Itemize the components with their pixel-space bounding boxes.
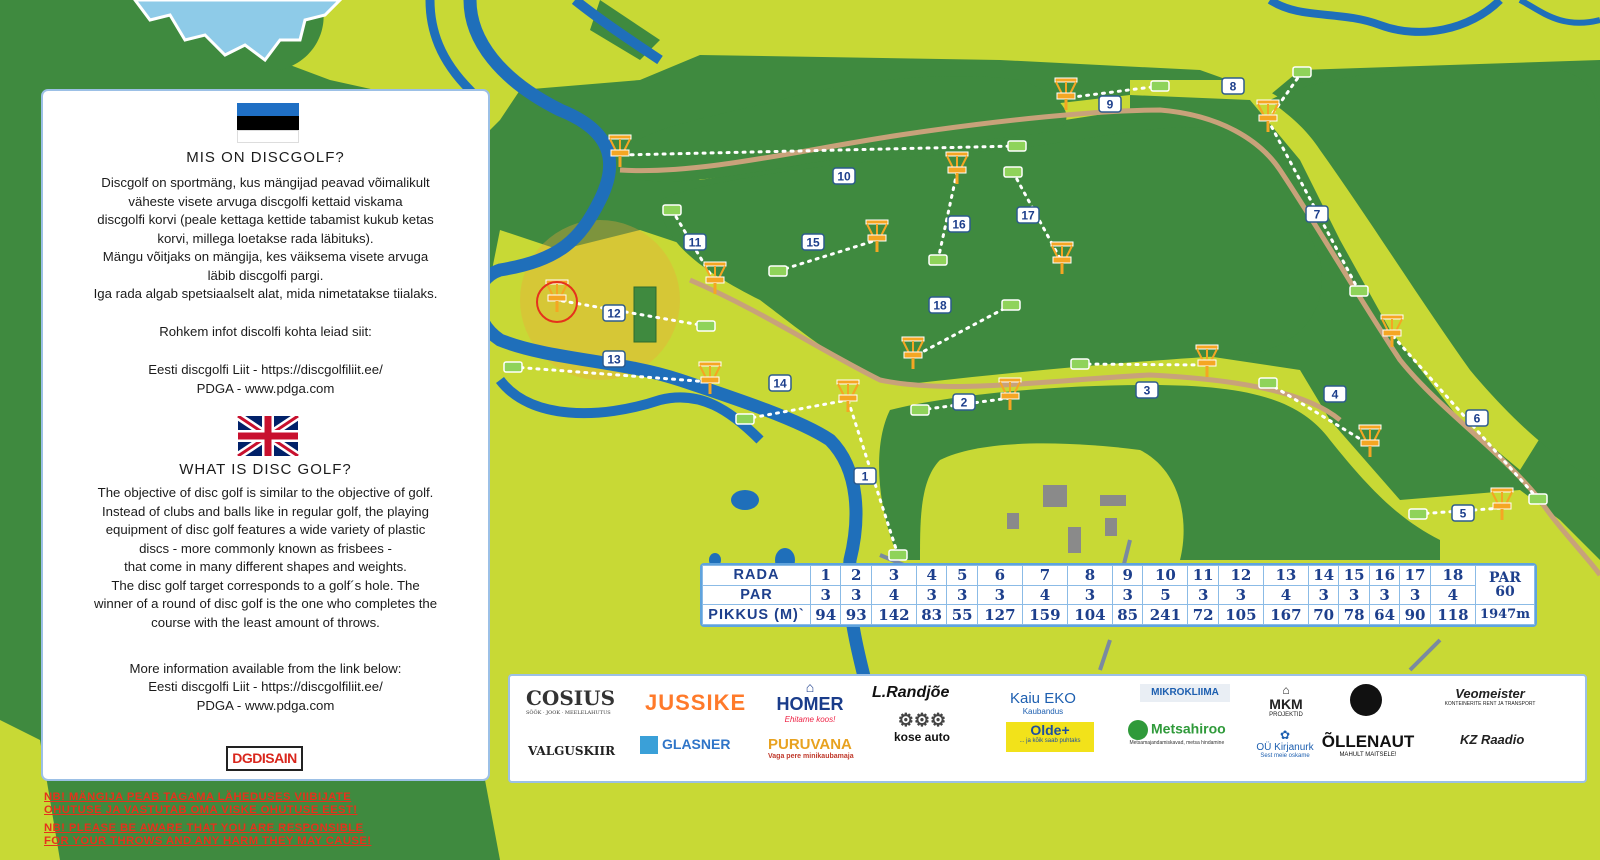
eng-line: The objective of disc golf is similar to the objective of golf. xyxy=(97,485,434,500)
hole-number-cell: 9 xyxy=(1112,566,1142,586)
par-cell: 3 xyxy=(1067,585,1112,605)
kaiu-eko-text: Kaiu EKO xyxy=(1010,690,1076,707)
basket-bowl xyxy=(706,277,724,283)
eng-link-liit[interactable]: Eesti discgolfi Liit - https://discgolfiliit.ee/ xyxy=(148,679,383,694)
building-2 xyxy=(1100,495,1126,506)
basket-top xyxy=(704,262,726,266)
basket-top xyxy=(609,135,631,139)
row-label-rada: RADA xyxy=(703,566,811,586)
est-link-pdga[interactable]: PDGA - www.pdga.com xyxy=(196,380,335,396)
olde-sub: ... ja kõik saab puhtaks xyxy=(1019,738,1081,744)
warning-english xyxy=(44,822,371,848)
flag-stripe-black xyxy=(237,116,299,129)
sponsor-jussike: JUSSIKE xyxy=(645,690,747,715)
ollenaut-text: ÕLLENAUT xyxy=(1321,732,1415,751)
hole-label[interactable]: 9 xyxy=(1106,97,1114,112)
est-link-liit[interactable]: Eesti discgolfi Liit - https://discgolfiliit.ee/ xyxy=(148,362,383,377)
house-icon: ⌂ xyxy=(805,679,815,695)
sponsor-cosius xyxy=(526,686,616,716)
tee-pad[interactable] xyxy=(1409,509,1427,519)
puruvana-sub: Vaga pere minikaubamaja xyxy=(768,753,854,760)
basket-bowl xyxy=(701,377,719,383)
row-label-par: PAR xyxy=(703,585,811,605)
scorecard-row-rada xyxy=(703,566,1535,586)
sponsor-kirjanurk xyxy=(1250,728,1320,759)
hole-label[interactable]: 1 xyxy=(861,469,869,484)
hole-label[interactable]: 6 xyxy=(1473,411,1481,426)
hole-label[interactable]: 4 xyxy=(1331,387,1339,402)
total-length-cell: 1947m xyxy=(1476,605,1535,625)
length-cell: 78 xyxy=(1339,605,1369,625)
hole-label[interactable]: 13 xyxy=(607,352,621,367)
par-cell: 4 xyxy=(1430,585,1475,605)
sponsor-veomeister xyxy=(1420,686,1560,707)
length-cell: 93 xyxy=(841,605,871,625)
basket-top xyxy=(866,220,888,224)
tee-pad[interactable] xyxy=(889,550,907,560)
sponsor-homer xyxy=(772,680,848,724)
basket-bowl xyxy=(1383,330,1401,336)
basket-top xyxy=(699,362,721,366)
eng-heading: WHAT IS DISC GOLF? xyxy=(179,461,352,478)
sponsor-puruvana xyxy=(768,736,854,760)
length-cell: 64 xyxy=(1369,605,1399,625)
mkm-sub: PROJEKTID xyxy=(1269,712,1303,718)
tee-pad[interactable] xyxy=(1259,378,1277,388)
hole-label[interactable]: 12 xyxy=(607,306,621,321)
est-heading: MIS ON DISCGOLF? xyxy=(186,149,345,166)
tee-pad[interactable] xyxy=(1293,67,1311,77)
hole-label[interactable]: 7 xyxy=(1313,207,1321,222)
hole-label[interactable]: 11 xyxy=(688,235,702,250)
mascot-head-icon xyxy=(1350,684,1382,716)
tee-pad[interactable] xyxy=(697,321,715,331)
par-cell: 4 xyxy=(871,585,916,605)
veomeister-text: Veomeister xyxy=(1455,686,1525,701)
glasner-icon xyxy=(640,736,658,754)
par-cell: 3 xyxy=(1400,585,1430,605)
basket-bowl xyxy=(1361,440,1379,446)
basket-top xyxy=(1491,488,1513,492)
hole-label[interactable]: 18 xyxy=(933,298,947,313)
par-cell: 3 xyxy=(1112,585,1142,605)
eng-line: that come in many different shapes and weights. xyxy=(124,559,407,574)
row-label-pikkus: PIKKUS (M)` xyxy=(703,605,811,625)
eng-line: winner of a round of disc golf is the one who completes the xyxy=(93,596,438,611)
length-cell: 167 xyxy=(1263,605,1308,625)
par-cell: 3 xyxy=(1339,585,1369,605)
hole-number-cell: 18 xyxy=(1430,566,1475,586)
ollenaut-sub: MAHULT MAITSELE! xyxy=(1339,752,1397,758)
ollenaut-mascot-icon xyxy=(1346,680,1386,724)
est-line: väheste visete arvuga discgolfi kettaid viskama xyxy=(128,193,403,209)
basket-bowl xyxy=(1001,393,1019,399)
veomeister-sub: KONTEINERITE RENT JA TRANSPORT xyxy=(1444,701,1536,707)
par-cell: 3 xyxy=(811,585,841,605)
eng-paragraph xyxy=(53,484,478,632)
eng-line: The disc golf target corresponds to a golf´s hole. The xyxy=(111,577,420,593)
scorecard xyxy=(700,563,1537,627)
basket-bowl xyxy=(1259,115,1277,121)
eng-link-pdga[interactable]: PDGA - www.pdga.com xyxy=(196,697,335,713)
est-line: läbib discgolfi pargi. xyxy=(207,267,324,283)
sponsor-kz-raadio: KZ Raadio xyxy=(1460,732,1525,747)
est-paragraph xyxy=(53,174,478,304)
basket-bowl xyxy=(868,235,886,241)
basket-bowl xyxy=(1057,93,1075,99)
tee-pad[interactable] xyxy=(929,255,947,265)
length-cell: 241 xyxy=(1143,605,1188,625)
sponsor-mikrokliima: MIKROKLIIMA xyxy=(1140,684,1230,702)
warning-line: NB! MÄNGIJA PEAB TAGAMA LÄHEDUSES VIIBIJATE xyxy=(44,791,352,803)
eng-line: discs - more commonly known as frisbees - xyxy=(139,540,392,556)
flag-stripe-white xyxy=(237,130,299,143)
length-cell: 104 xyxy=(1067,605,1112,625)
owl-icon xyxy=(1128,720,1148,740)
designer-logo-text: DGDISAIN xyxy=(232,750,297,766)
length-cell: 159 xyxy=(1022,605,1067,625)
tee-pad[interactable] xyxy=(663,205,681,215)
glasner-text: GLASNER xyxy=(662,736,731,752)
warning-estonian xyxy=(44,791,357,817)
sponsor-olde xyxy=(1006,722,1094,752)
kaiu-eko-sub: Kaubandus xyxy=(1022,707,1064,716)
hole-label[interactable]: 2 xyxy=(960,395,968,410)
hole-label[interactable]: 3 xyxy=(1143,383,1151,398)
kirjanurk-icon: ✿ xyxy=(1279,728,1291,742)
designer-logo xyxy=(226,746,303,771)
sponsor-metsahiroo xyxy=(1128,720,1226,746)
hole-number-cell: 8 xyxy=(1067,566,1112,586)
homer-text: HOMER xyxy=(776,694,844,714)
uk-flag-icon xyxy=(237,416,299,456)
length-cell: 105 xyxy=(1218,605,1263,625)
gear-icon: ⚙⚙⚙ xyxy=(897,710,947,730)
basket-top xyxy=(999,378,1021,382)
hole-label[interactable]: 17 xyxy=(1021,208,1035,223)
basket-top xyxy=(1051,242,1073,246)
tee-pad[interactable] xyxy=(736,414,754,424)
hole-number-cell: 14 xyxy=(1308,566,1338,586)
kirjanurk-sub: Sest meie oskame xyxy=(1260,753,1310,759)
kirjanurk-text: OÜ Kirjanurk xyxy=(1256,742,1314,753)
sponsor-ollenaut xyxy=(1318,732,1418,758)
building-5 xyxy=(1105,518,1117,536)
hole-number-cell: 4 xyxy=(916,566,946,586)
tee-pad[interactable] xyxy=(1151,81,1169,91)
building-3 xyxy=(1007,513,1019,529)
length-cell: 94 xyxy=(811,605,841,625)
hole-number-cell: 12 xyxy=(1218,566,1263,586)
scorecard-row-par xyxy=(703,585,1535,605)
est-line: discgolfi korvi (peale kettaga kettide tabamist kukub ketas xyxy=(97,212,434,227)
length-cell: 55 xyxy=(947,605,977,625)
est-more-info: Rohkem infot discolfi kohta leiad siit: xyxy=(159,324,372,339)
mkm-text: MKM xyxy=(1269,696,1303,712)
tee-pad[interactable] xyxy=(1529,494,1547,504)
basket-bowl xyxy=(611,150,629,156)
tee-pad[interactable] xyxy=(1004,167,1022,177)
basket-bowl xyxy=(839,395,857,401)
basket-bowl xyxy=(904,352,922,358)
tee-pad[interactable] xyxy=(1071,359,1089,369)
homer-sub: Ehitame koos! xyxy=(784,715,836,724)
est-line: Iga rada algab spetsiaalselt alat, mida nimetatakse tiialaks. xyxy=(93,286,438,301)
sponsor-panel xyxy=(508,674,1587,783)
sponsor-kaiu-eko xyxy=(1010,690,1076,716)
basket-top xyxy=(1055,78,1077,82)
basket-top xyxy=(946,152,968,156)
hole-number-cell: 5 xyxy=(947,566,977,586)
sponsor-glasner xyxy=(640,736,730,754)
eng-links xyxy=(53,678,478,715)
sponsor-kose-auto xyxy=(890,710,954,744)
hole-number-cell: 11 xyxy=(1188,566,1218,586)
basket-bowl xyxy=(548,295,566,301)
par-cell: 4 xyxy=(1022,585,1067,605)
hole-number-cell: 1 xyxy=(811,566,841,586)
hole-label[interactable]: 10 xyxy=(837,169,851,184)
eng-line: equipment of disc golf features a wide variety of plastic xyxy=(105,522,426,537)
est-line: korvi, millega loetakse rada läbituks). xyxy=(157,230,374,246)
par-cell: 3 xyxy=(1369,585,1399,605)
warning-line: NB! PLEASE BE AWARE THAT YOU ARE RESPONSIBLE xyxy=(44,822,364,834)
total-par-value: 60 xyxy=(1495,584,1515,601)
cosius-sub: SÖÖK · JOOK · MEELELAHUTUS xyxy=(526,710,611,716)
basket-bowl xyxy=(1053,257,1071,263)
mkm-house-icon: ⌂ xyxy=(1282,683,1290,697)
par-cell: 3 xyxy=(916,585,946,605)
pond-1 xyxy=(731,490,759,510)
total-par-cell xyxy=(1476,566,1535,605)
puruvana-text: PURUVANA xyxy=(768,736,852,753)
basket-bowl xyxy=(1493,503,1511,509)
warning-line: OHUTUSE JA VASTUTAB OMA VISKE OHUTUSE EEST! xyxy=(44,804,358,816)
hole-number-cell: 13 xyxy=(1263,566,1308,586)
estonian-flag-icon xyxy=(237,103,299,143)
building-4 xyxy=(1068,527,1081,553)
est-line: Mängu võitjaks on mängija, kes väiksema visete arvuga xyxy=(102,249,429,264)
basket-top xyxy=(902,337,924,341)
hole-number-cell: 3 xyxy=(871,566,916,586)
par-cell: 3 xyxy=(1218,585,1263,605)
tee-pad[interactable] xyxy=(911,405,929,415)
par-cell: 4 xyxy=(1263,585,1308,605)
building-1 xyxy=(1043,485,1067,507)
eng-more-info: More information available from the link below: xyxy=(129,661,402,676)
parking-strip xyxy=(634,287,656,342)
length-cell: 118 xyxy=(1430,605,1475,625)
hole-label[interactable]: 16 xyxy=(952,217,966,232)
basket-bowl xyxy=(948,167,966,173)
basket-top xyxy=(1359,425,1381,429)
scorecard-row-length xyxy=(703,605,1535,625)
hole-label[interactable]: 5 xyxy=(1459,506,1467,521)
tee-pad[interactable] xyxy=(504,362,522,372)
hole-label[interactable]: 15 xyxy=(806,235,820,250)
basket-top xyxy=(1196,345,1218,349)
hole-label[interactable]: 14 xyxy=(773,376,787,391)
tee-pad[interactable] xyxy=(1008,141,1026,151)
flag-stripe-blue xyxy=(237,103,299,116)
eng-line: course with the least amount of throws. xyxy=(151,614,380,630)
par-cell: 3 xyxy=(1188,585,1218,605)
hole-number-cell: 17 xyxy=(1400,566,1430,586)
hole-number-cell: 16 xyxy=(1369,566,1399,586)
sponsor-valguskiir: VALGUSKIIR xyxy=(528,744,616,758)
basket-bowl xyxy=(1198,360,1216,366)
basket-top xyxy=(1257,100,1279,104)
basket-top xyxy=(1381,315,1403,319)
hole-number-cell: 15 xyxy=(1339,566,1369,586)
hole-label[interactable]: 8 xyxy=(1229,79,1237,94)
cosius-text: COSIUS xyxy=(526,686,616,710)
tee-pad[interactable] xyxy=(1002,300,1020,310)
sponsor-mkm xyxy=(1258,684,1314,718)
eng-line: Instead of clubs and balls like in regular golf, the playing xyxy=(102,503,429,519)
metsahiroo-text: Metsahiroo xyxy=(1151,720,1226,737)
length-cell: 142 xyxy=(871,605,916,625)
length-cell: 90 xyxy=(1400,605,1430,625)
length-cell: 85 xyxy=(1112,605,1142,625)
est-line: Discgolf on sportmäng, kus mängijad peavad võimalikult xyxy=(101,175,430,190)
hole-number-cell: 10 xyxy=(1143,566,1188,586)
kose-auto-text: kose auto xyxy=(893,730,950,744)
info-panel xyxy=(41,89,490,781)
metsahiroo-sub: Metsamajandamiskavad, metsa hindamine xyxy=(1129,740,1225,746)
hole-number-cell: 2 xyxy=(841,566,871,586)
tee-pad[interactable] xyxy=(769,266,787,276)
par-cell: 3 xyxy=(841,585,871,605)
olde-text: Olde+ xyxy=(1030,722,1070,738)
length-cell: 127 xyxy=(977,605,1022,625)
hole-number-cell: 7 xyxy=(1022,566,1067,586)
est-links xyxy=(53,361,478,398)
basket-top xyxy=(837,380,859,384)
warning-line: FOR YOUR THROWS AND ANY HARM THEY MAY CAUSE! xyxy=(44,835,372,847)
length-cell: 83 xyxy=(916,605,946,625)
total-par-label: PAR xyxy=(1488,570,1521,587)
par-cell: 5 xyxy=(1143,585,1188,605)
tee-pad[interactable] xyxy=(1350,286,1368,296)
par-cell: 3 xyxy=(1308,585,1338,605)
sponsor-randjoe: L.Randjõe xyxy=(872,684,950,701)
par-cell: 3 xyxy=(977,585,1022,605)
scorecard-table xyxy=(702,565,1535,625)
length-cell: 70 xyxy=(1308,605,1338,625)
hole-number-cell: 6 xyxy=(977,566,1022,586)
par-cell: 3 xyxy=(947,585,977,605)
length-cell: 72 xyxy=(1188,605,1218,625)
